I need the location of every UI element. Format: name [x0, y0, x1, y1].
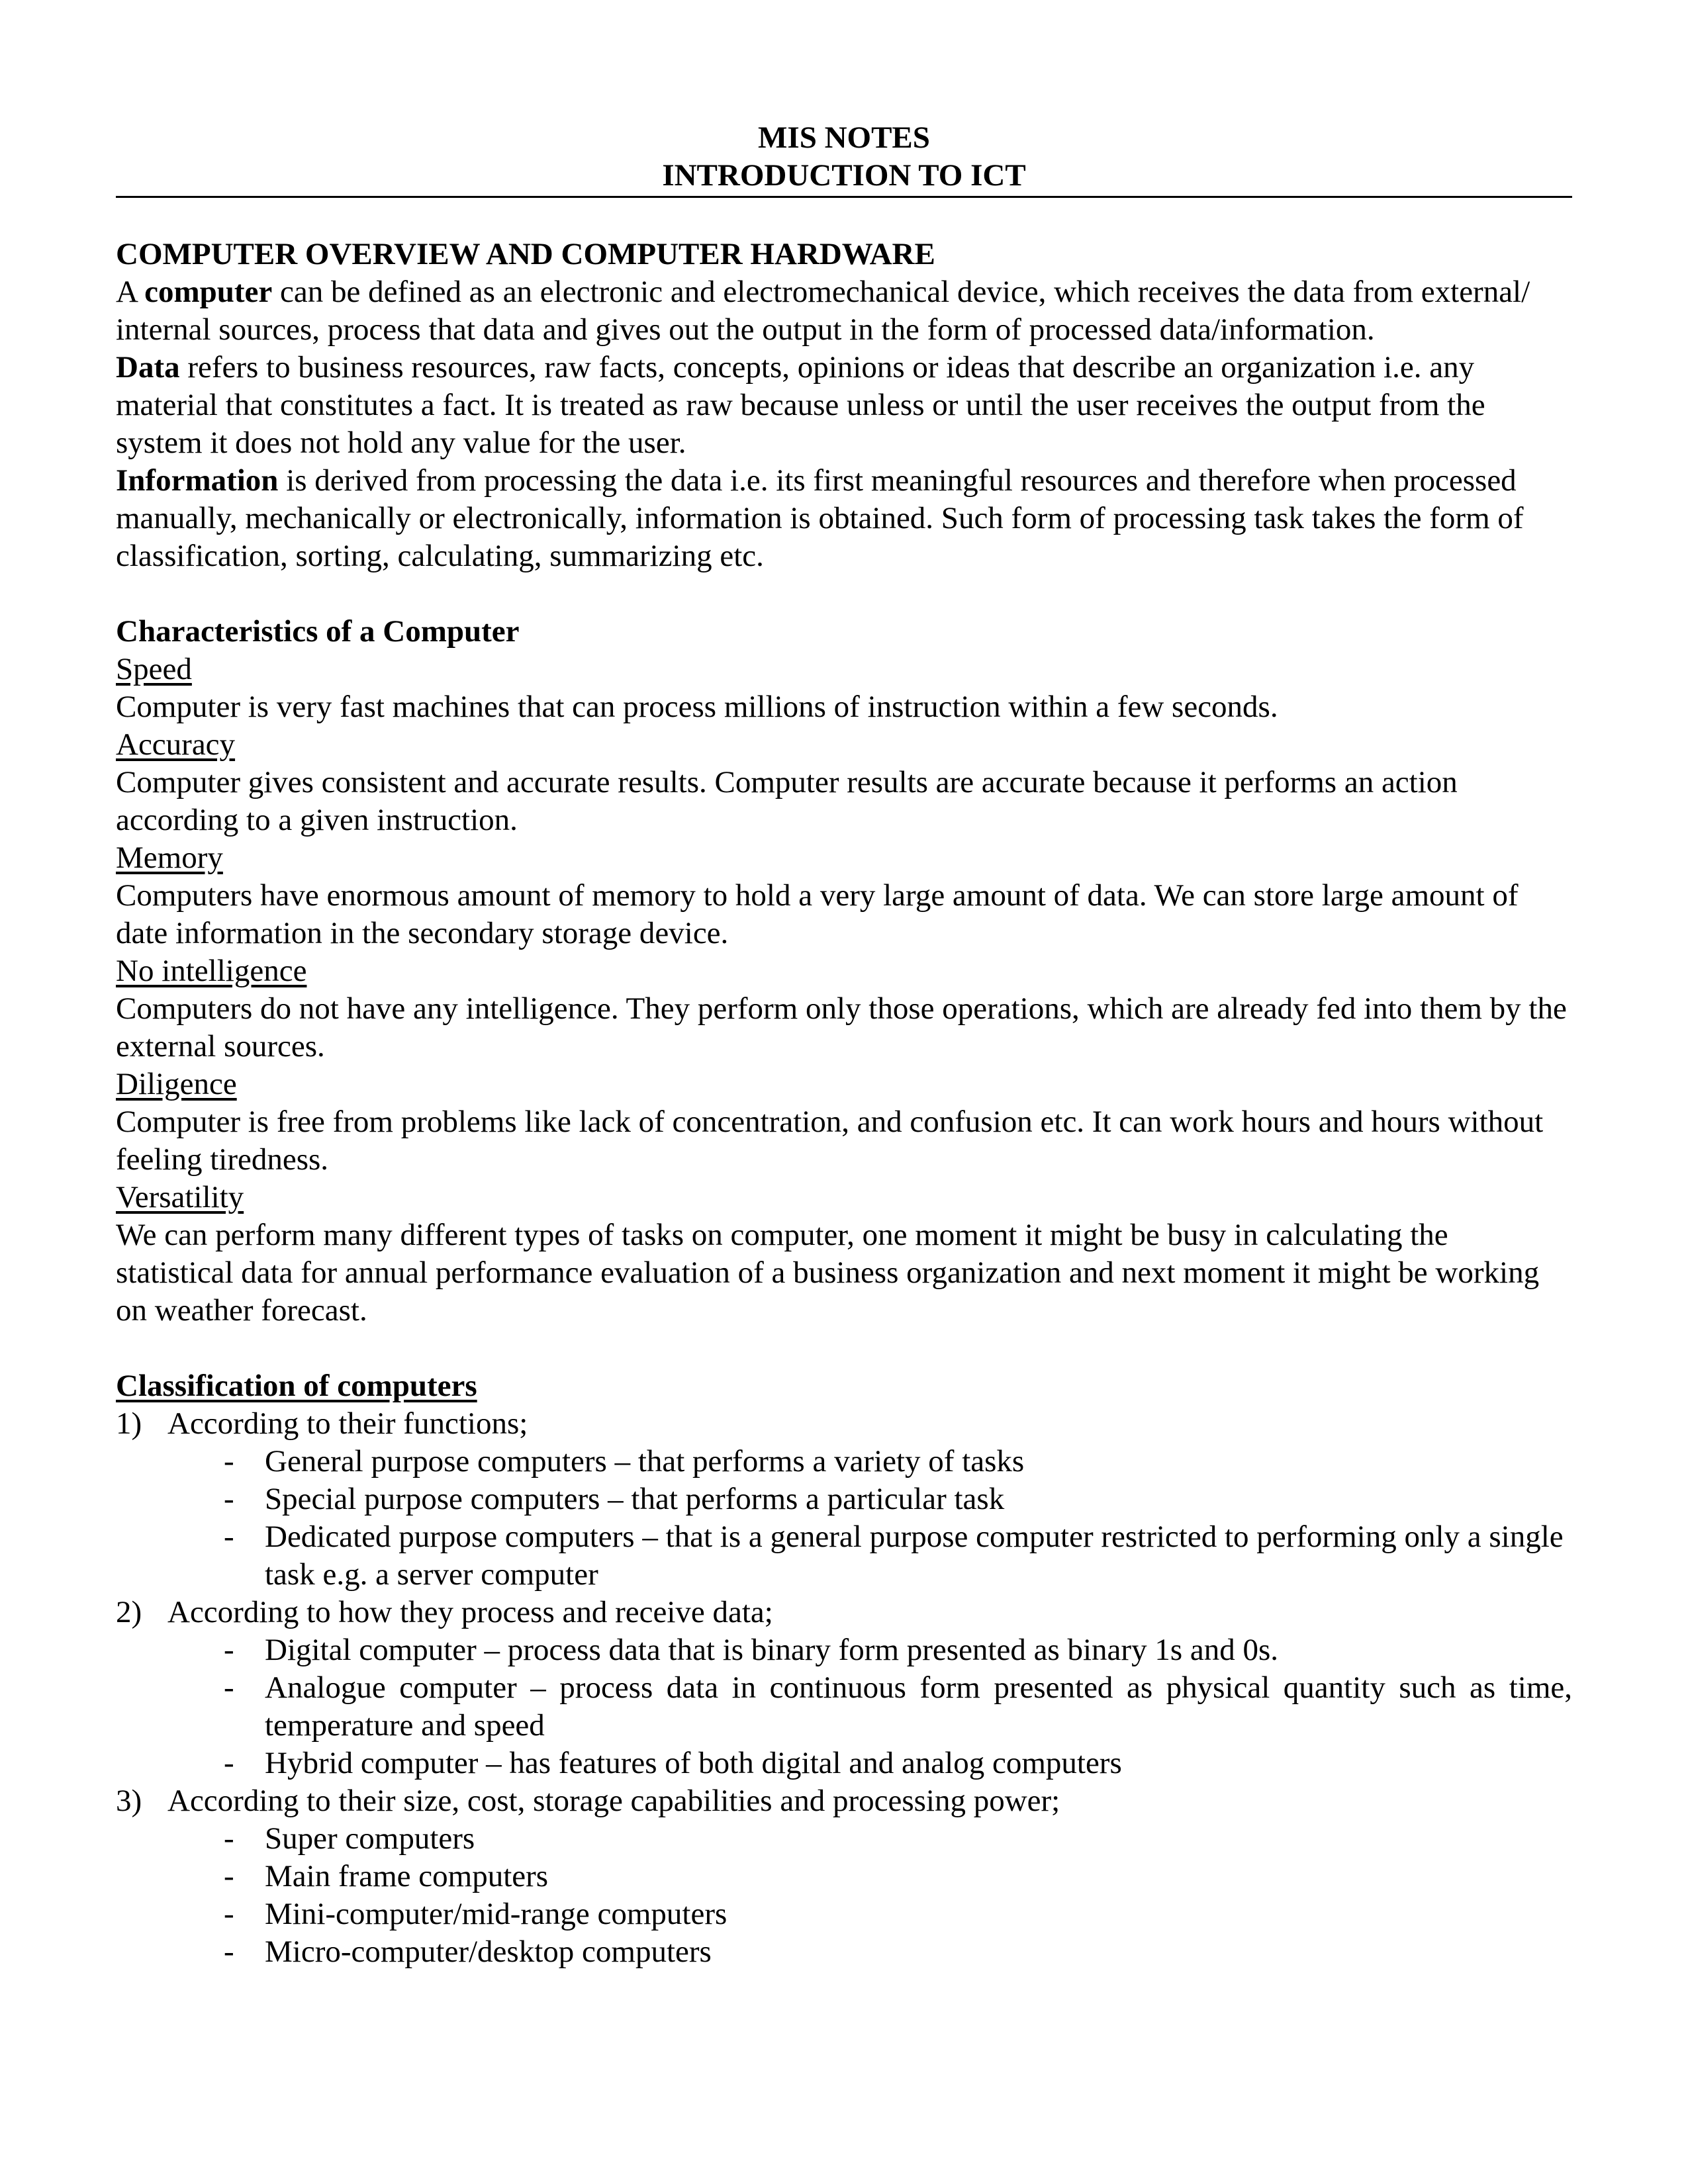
characteristic-text: Computers do not have any intelligence. They perform only those operations, which are already fed into them by the external sources.	[116, 991, 1567, 1064]
group-number: 3)	[116, 1784, 142, 1818]
spacer	[116, 575, 1572, 613]
classification-heading: Classification of computers	[116, 1369, 477, 1403]
document-page	[116, 119, 1572, 1971]
dash-bullet: -	[224, 1934, 234, 1969]
list-item-text: Mini-computer/mid-range computers	[265, 1897, 727, 1931]
information-term: Information	[116, 463, 279, 498]
list-item-text: Analogue computer – process data in continuous form presented as physical quantity such as time, temperature and speed	[265, 1670, 1572, 1743]
characteristic-heading: Accuracy	[116, 727, 236, 762]
doc-title-line2: INTRODUCTION TO ICT	[662, 158, 1026, 193]
list-item	[116, 1480, 1572, 1518]
dash-bullet: -	[224, 1746, 234, 1780]
classification-group	[116, 1782, 1572, 1820]
characteristic-heading: Versatility	[116, 1180, 244, 1214]
classification-group	[116, 1405, 1572, 1443]
dash-bullet: -	[224, 1482, 234, 1516]
characteristic-text: Computer is free from problems like lack of concentration, and confusion etc. It can work hours and hours without feeling tiredness.	[116, 1105, 1544, 1177]
characteristic-item	[116, 839, 1572, 952]
characteristic-item	[116, 1179, 1572, 1330]
dash-bullet: -	[224, 1897, 234, 1931]
section-heading-overview: COMPUTER OVERVIEW AND COMPUTER HARDWARE	[116, 237, 935, 271]
characteristic-item	[116, 726, 1572, 839]
data-def-text: refers to business resources, raw facts, concepts, opinions or ideas that describe an organization i.e. any material that constitutes a fact. It is treated as raw because unless or until the user receives the output from the system it does not hold any value for the user.	[116, 350, 1485, 460]
title-divider	[116, 196, 1572, 198]
information-definition	[116, 462, 1572, 575]
characteristic-text: Computers have enormous amount of memory to hold a very large amount of data. We can store large amount of date information in the secondary storage device.	[116, 878, 1519, 950]
classification-group	[116, 1594, 1572, 1631]
list-item	[116, 1745, 1572, 1782]
computer-term: computer	[144, 275, 273, 309]
list-item	[116, 1820, 1572, 1858]
list-item-text: Digital computer – process data that is binary form presented as binary 1s and 0s.	[265, 1633, 1279, 1667]
data-definition	[116, 349, 1572, 462]
list-item-text: Dedicated purpose computers – that is a general purpose computer restricted to performing only a single task e.g. a server computer	[265, 1520, 1564, 1592]
list-item	[116, 1895, 1572, 1933]
group-label: According to how they process and receive data;	[167, 1595, 773, 1629]
list-item-text: Special purpose computers – that performs a particular task	[265, 1482, 1005, 1516]
dash-bullet: -	[224, 1633, 234, 1667]
dash-bullet: -	[224, 1444, 234, 1479]
computer-def-text: can be defined as an electronic and electromechanical device, which receives the data from external/ internal sources, process that data and gives out the output in the form of processed data/information.	[116, 275, 1530, 347]
spacer	[116, 1330, 1572, 1367]
computer-definition	[116, 273, 1572, 349]
dash-bullet: -	[224, 1859, 234, 1893]
list-item	[116, 1518, 1572, 1594]
list-item-text: Main frame computers	[265, 1859, 549, 1893]
dash-bullet: -	[224, 1520, 234, 1554]
list-item	[116, 1933, 1572, 1971]
list-item	[116, 1669, 1572, 1745]
doc-title-line1: MIS NOTES	[758, 120, 930, 155]
group-number: 2)	[116, 1595, 142, 1629]
characteristic-item	[116, 651, 1572, 726]
group-number: 1)	[116, 1406, 142, 1441]
characteristics-heading: Characteristics of a Computer	[116, 614, 520, 649]
characteristic-heading: Speed	[116, 652, 192, 686]
computer-def-lead: A	[116, 275, 145, 309]
characteristic-heading: No intelligence	[116, 954, 307, 988]
list-item-text: Micro-computer/desktop computers	[265, 1934, 712, 1969]
characteristic-item	[116, 952, 1572, 1066]
characteristic-heading: Memory	[116, 841, 223, 875]
group-label: According to their functions;	[167, 1406, 528, 1441]
list-item	[116, 1631, 1572, 1669]
list-item-text: General purpose computers – that performs a variety of tasks	[265, 1444, 1025, 1479]
dash-bullet: -	[224, 1821, 234, 1856]
information-def-text: is derived from processing the data i.e. its first meaningful resources and therefore when processed manually, mechanically or electronically, information is obtained. Such form of processing task takes the form of classification, sorting, calculating, summarizing etc.	[116, 463, 1524, 573]
dash-bullet: -	[224, 1670, 234, 1705]
characteristic-text: Computer gives consistent and accurate results. Computer results are accurate because it performs an action according to a given instruction.	[116, 765, 1458, 837]
characteristic-heading: Diligence	[116, 1067, 237, 1101]
list-item-text: Hybrid computer – has features of both digital and analog computers	[265, 1746, 1122, 1780]
characteristic-text: We can perform many different types of tasks on computer, one moment it might be busy in calculating the statistical data for annual performance evaluation of a business organization and next moment it might be working on weather forecast.	[116, 1218, 1540, 1328]
list-item-text: Super computers	[265, 1821, 475, 1856]
data-term: Data	[116, 350, 180, 385]
group-label: According to their size, cost, storage capabilities and processing power;	[167, 1784, 1060, 1818]
list-item	[116, 1858, 1572, 1895]
list-item	[116, 1443, 1572, 1480]
characteristic-item	[116, 1066, 1572, 1179]
characteristic-text: Computer is very fast machines that can process millions of instruction within a few seconds.	[116, 690, 1278, 724]
